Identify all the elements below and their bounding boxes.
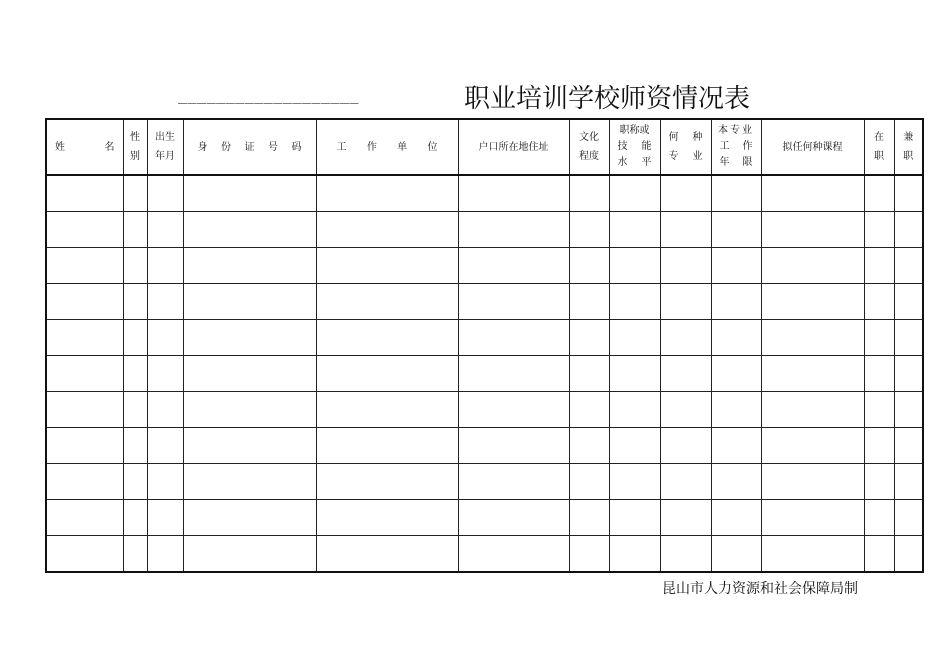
table-cell[interactable] bbox=[147, 212, 183, 248]
col-header-parttime-line2: 职 bbox=[903, 151, 914, 162]
table-cell[interactable] bbox=[864, 500, 894, 536]
table-cell[interactable] bbox=[711, 536, 761, 573]
col-header-years-line1: 本专业 bbox=[718, 125, 754, 136]
table-cell[interactable] bbox=[660, 500, 711, 536]
col-header-work-char: 工 bbox=[336, 141, 347, 153]
table-cell[interactable] bbox=[147, 392, 183, 428]
table-cell[interactable] bbox=[123, 464, 147, 500]
table-cell[interactable] bbox=[660, 212, 711, 248]
table-cell[interactable] bbox=[147, 175, 183, 212]
table-cell[interactable] bbox=[123, 536, 147, 573]
table-cell[interactable] bbox=[711, 175, 761, 212]
table-cell[interactable] bbox=[894, 248, 923, 284]
table-cell[interactable] bbox=[609, 392, 660, 428]
table-cell[interactable] bbox=[711, 356, 761, 392]
table-cell[interactable] bbox=[609, 536, 660, 573]
table-cell[interactable] bbox=[761, 284, 864, 320]
table-cell[interactable] bbox=[761, 320, 864, 356]
table-cell[interactable] bbox=[711, 392, 761, 428]
table-cell[interactable] bbox=[458, 175, 569, 212]
table-cell[interactable] bbox=[46, 356, 123, 392]
col-header-title-line2a: 技 bbox=[617, 141, 628, 152]
col-header-part-time bbox=[894, 119, 923, 175]
col-header-title-line1: 职称或 bbox=[619, 125, 650, 136]
table-cell[interactable] bbox=[46, 320, 123, 356]
table-cell[interactable] bbox=[46, 500, 123, 536]
table-cell[interactable] bbox=[123, 320, 147, 356]
table-header-row bbox=[46, 119, 923, 175]
table-cell[interactable] bbox=[761, 500, 864, 536]
table-cell[interactable] bbox=[147, 248, 183, 284]
table-row bbox=[46, 500, 923, 536]
col-header-name-b: 名 bbox=[104, 141, 115, 153]
table-cell[interactable] bbox=[660, 536, 711, 573]
table-cell[interactable] bbox=[458, 248, 569, 284]
table-cell[interactable] bbox=[761, 356, 864, 392]
table-cell[interactable] bbox=[183, 428, 316, 464]
table-cell[interactable] bbox=[123, 175, 147, 212]
table-cell[interactable] bbox=[123, 392, 147, 428]
col-header-major-line1a: 何 bbox=[668, 132, 679, 143]
table-cell[interactable] bbox=[147, 500, 183, 536]
footer-issuer: 昆山市人力资源和社会保障局制 bbox=[662, 581, 858, 597]
table-cell[interactable] bbox=[183, 248, 316, 284]
table-cell[interactable] bbox=[894, 175, 923, 212]
col-header-major-line2b: 业 bbox=[692, 151, 703, 162]
table-cell[interactable] bbox=[183, 175, 316, 212]
table-cell[interactable] bbox=[609, 356, 660, 392]
table-cell[interactable] bbox=[569, 500, 609, 536]
col-header-title-skill bbox=[609, 119, 660, 175]
table-cell[interactable] bbox=[46, 212, 123, 248]
table-cell[interactable] bbox=[569, 536, 609, 573]
table-cell[interactable] bbox=[46, 284, 123, 320]
table-cell[interactable] bbox=[864, 356, 894, 392]
col-header-years-line2b: 作 bbox=[742, 141, 753, 152]
col-header-address-label: 户口所在地住址 bbox=[478, 141, 549, 153]
col-header-work-unit bbox=[316, 119, 458, 175]
table-cell[interactable] bbox=[458, 536, 569, 573]
col-header-birth-line1: 出生 bbox=[155, 132, 175, 143]
col-header-onjob-line1: 在 bbox=[874, 132, 884, 143]
col-header-id-char: 证 bbox=[244, 141, 255, 153]
table-cell[interactable] bbox=[569, 284, 609, 320]
table-cell[interactable] bbox=[183, 536, 316, 573]
table-cell[interactable] bbox=[46, 536, 123, 573]
table-cell[interactable] bbox=[147, 320, 183, 356]
table-cell[interactable] bbox=[609, 212, 660, 248]
table-cell[interactable] bbox=[660, 428, 711, 464]
col-header-education bbox=[569, 119, 609, 175]
table-cell[interactable] bbox=[761, 248, 864, 284]
table-cell[interactable] bbox=[711, 212, 761, 248]
table-cell[interactable] bbox=[894, 500, 923, 536]
table-cell[interactable] bbox=[316, 175, 458, 212]
table-cell[interactable] bbox=[660, 392, 711, 428]
table-cell[interactable] bbox=[894, 284, 923, 320]
col-header-name-a: 姓 bbox=[55, 141, 65, 153]
table-cell[interactable] bbox=[894, 428, 923, 464]
title-blank-line: ___________________ bbox=[178, 86, 360, 104]
col-header-years-line2a: 工 bbox=[719, 141, 730, 152]
table-cell[interactable] bbox=[569, 175, 609, 212]
table-cell[interactable] bbox=[316, 356, 458, 392]
col-header-gender bbox=[123, 119, 147, 175]
table-cell[interactable] bbox=[711, 500, 761, 536]
table-cell[interactable] bbox=[123, 500, 147, 536]
table-cell[interactable] bbox=[316, 284, 458, 320]
table-row bbox=[46, 284, 923, 320]
table-cell[interactable] bbox=[123, 284, 147, 320]
table-cell[interactable] bbox=[458, 284, 569, 320]
col-header-id-char: 身 bbox=[197, 141, 208, 153]
table-cell[interactable] bbox=[864, 464, 894, 500]
table-row bbox=[46, 175, 923, 212]
table-cell[interactable] bbox=[761, 392, 864, 428]
table-cell[interactable] bbox=[183, 212, 316, 248]
table-cell[interactable] bbox=[458, 212, 569, 248]
table-cell[interactable] bbox=[609, 320, 660, 356]
col-header-major-line1b: 种 bbox=[692, 132, 703, 143]
table-cell[interactable] bbox=[864, 212, 894, 248]
table-cell[interactable] bbox=[569, 320, 609, 356]
table-cell[interactable] bbox=[147, 284, 183, 320]
table-row bbox=[46, 212, 923, 248]
col-header-years-line3b: 限 bbox=[742, 157, 753, 168]
col-header-gender-line1: 性 bbox=[130, 132, 140, 143]
table-cell[interactable] bbox=[316, 392, 458, 428]
table-cell[interactable] bbox=[123, 248, 147, 284]
table-cell[interactable] bbox=[864, 428, 894, 464]
table-cell[interactable] bbox=[761, 464, 864, 500]
table-cell[interactable] bbox=[660, 175, 711, 212]
table-cell[interactable] bbox=[183, 284, 316, 320]
table-cell[interactable] bbox=[864, 536, 894, 573]
col-header-education-line1: 文化 bbox=[579, 132, 599, 143]
col-header-major-line2a: 专 bbox=[668, 151, 679, 162]
col-header-onjob-line2: 职 bbox=[874, 151, 884, 162]
col-header-course bbox=[761, 119, 864, 175]
table-cell[interactable] bbox=[761, 428, 864, 464]
col-header-name bbox=[46, 119, 123, 175]
table-cell[interactable] bbox=[864, 248, 894, 284]
col-header-address bbox=[458, 119, 569, 175]
table-cell[interactable] bbox=[147, 428, 183, 464]
table-row bbox=[46, 428, 923, 464]
table-cell[interactable] bbox=[609, 284, 660, 320]
table-cell[interactable] bbox=[660, 464, 711, 500]
table-cell[interactable] bbox=[761, 175, 864, 212]
table-cell[interactable] bbox=[316, 320, 458, 356]
col-header-major bbox=[660, 119, 711, 175]
table-cell[interactable] bbox=[761, 536, 864, 573]
table-cell[interactable] bbox=[660, 284, 711, 320]
table-cell[interactable] bbox=[316, 212, 458, 248]
col-header-work-char: 作 bbox=[366, 141, 377, 153]
table-cell[interactable] bbox=[569, 428, 609, 464]
table-cell[interactable] bbox=[183, 320, 316, 356]
table-cell[interactable] bbox=[609, 428, 660, 464]
table-cell[interactable] bbox=[147, 464, 183, 500]
table-cell[interactable] bbox=[711, 248, 761, 284]
table-body bbox=[46, 175, 923, 572]
table-row bbox=[46, 536, 923, 573]
table-cell[interactable] bbox=[864, 284, 894, 320]
table-cell[interactable] bbox=[123, 356, 147, 392]
table-row bbox=[46, 392, 923, 428]
table-cell[interactable] bbox=[660, 320, 711, 356]
page-title: 职业培训学校师资情况表 bbox=[464, 84, 751, 114]
col-header-years bbox=[711, 119, 761, 175]
table-cell[interactable] bbox=[609, 175, 660, 212]
table-cell[interactable] bbox=[864, 320, 894, 356]
table-cell[interactable] bbox=[711, 284, 761, 320]
table-cell[interactable] bbox=[458, 500, 569, 536]
table-cell[interactable] bbox=[123, 212, 147, 248]
col-header-course-label: 拟任何种课程 bbox=[782, 141, 843, 153]
table-cell[interactable] bbox=[864, 392, 894, 428]
col-header-id-char: 份 bbox=[221, 141, 231, 153]
col-header-id-char: 码 bbox=[291, 141, 302, 153]
col-header-work-char: 单 bbox=[397, 141, 408, 153]
col-header-title-line2b: 能 bbox=[641, 141, 652, 152]
table-cell[interactable] bbox=[183, 392, 316, 428]
col-header-title-line3b: 平 bbox=[641, 157, 652, 168]
table-cell[interactable] bbox=[894, 356, 923, 392]
table-cell[interactable] bbox=[458, 356, 569, 392]
table-cell[interactable] bbox=[123, 428, 147, 464]
table-cell[interactable] bbox=[46, 248, 123, 284]
table-cell[interactable] bbox=[569, 356, 609, 392]
table-cell[interactable] bbox=[46, 392, 123, 428]
table-cell[interactable] bbox=[660, 356, 711, 392]
col-header-birth-line2: 年月 bbox=[155, 151, 175, 162]
col-header-title-line3a: 水 bbox=[617, 157, 628, 168]
table-cell[interactable] bbox=[46, 175, 123, 212]
table-cell[interactable] bbox=[316, 536, 458, 573]
table-cell[interactable] bbox=[864, 175, 894, 212]
table-cell[interactable] bbox=[46, 464, 123, 500]
table-row bbox=[46, 320, 923, 356]
table-cell[interactable] bbox=[46, 428, 123, 464]
table-cell[interactable] bbox=[458, 392, 569, 428]
table-cell[interactable] bbox=[894, 464, 923, 500]
table-cell[interactable] bbox=[316, 248, 458, 284]
table-cell[interactable] bbox=[609, 464, 660, 500]
table-cell[interactable] bbox=[894, 392, 923, 428]
table-cell[interactable] bbox=[711, 464, 761, 500]
table-cell[interactable] bbox=[894, 320, 923, 356]
table-cell[interactable] bbox=[894, 536, 923, 573]
table-cell[interactable] bbox=[183, 356, 316, 392]
table-cell[interactable] bbox=[569, 212, 609, 248]
table-row bbox=[46, 248, 923, 284]
table-cell[interactable] bbox=[316, 500, 458, 536]
table-cell[interactable] bbox=[316, 464, 458, 500]
table-cell[interactable] bbox=[761, 212, 864, 248]
table-cell[interactable] bbox=[894, 212, 923, 248]
table-row bbox=[46, 356, 923, 392]
table-cell[interactable] bbox=[609, 248, 660, 284]
table-cell[interactable] bbox=[147, 356, 183, 392]
table-cell[interactable] bbox=[316, 428, 458, 464]
table-cell[interactable] bbox=[569, 392, 609, 428]
table-row bbox=[46, 464, 923, 500]
col-header-work-char: 位 bbox=[427, 141, 438, 153]
table-cell[interactable] bbox=[609, 500, 660, 536]
col-header-id-char: 号 bbox=[268, 141, 278, 153]
table-cell[interactable] bbox=[458, 464, 569, 500]
col-header-gender-line2: 别 bbox=[130, 151, 140, 162]
table-cell[interactable] bbox=[183, 464, 316, 500]
col-header-years-line3a: 年 bbox=[719, 157, 730, 168]
col-header-on-job bbox=[864, 119, 894, 175]
col-header-parttime-line1: 兼 bbox=[903, 132, 914, 143]
table-cell[interactable] bbox=[183, 500, 316, 536]
col-header-birth bbox=[147, 119, 183, 175]
table-cell[interactable] bbox=[711, 428, 761, 464]
table-cell[interactable] bbox=[458, 428, 569, 464]
table-cell[interactable] bbox=[569, 464, 609, 500]
col-header-education-line2: 程度 bbox=[579, 151, 599, 162]
col-header-id-number bbox=[183, 119, 316, 175]
table-cell[interactable] bbox=[711, 320, 761, 356]
table-cell[interactable] bbox=[569, 248, 609, 284]
table-cell[interactable] bbox=[458, 320, 569, 356]
table-cell[interactable] bbox=[660, 248, 711, 284]
teacher-info-table bbox=[45, 118, 924, 573]
table-cell[interactable] bbox=[147, 536, 183, 573]
